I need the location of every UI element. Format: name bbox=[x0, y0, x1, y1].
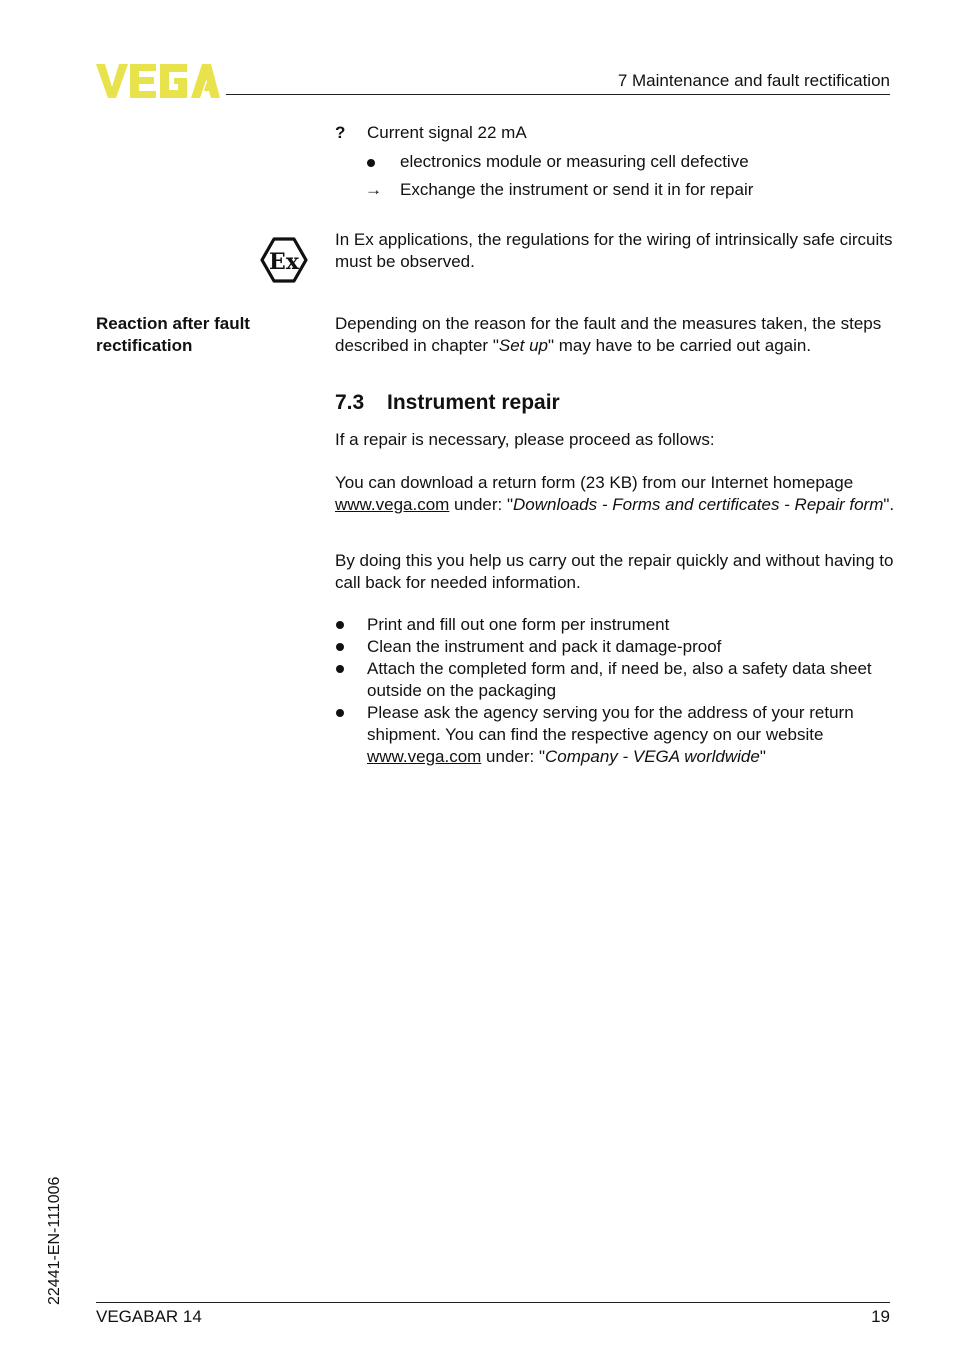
chapter-title: 7 Maintenance and fault rectification bbox=[617, 71, 890, 90]
question-mark: ? bbox=[335, 123, 346, 142]
bullet-icon bbox=[336, 665, 344, 673]
fault-remedy: Exchange the instrument or send it in for repair bbox=[400, 180, 754, 199]
fault-cause: electronics module or measuring cell defective bbox=[400, 152, 749, 171]
ex-note-text: In Ex applications, the regulations for the wiring of intrinsically safe circuits must be observed. bbox=[335, 230, 893, 271]
bullet-icon bbox=[336, 643, 344, 651]
section-heading: 7.3 Instrument repair bbox=[335, 391, 560, 414]
repair-steps-list bbox=[335, 614, 895, 768]
footer-rule bbox=[96, 1302, 890, 1303]
vega-link[interactable]: www.vega.com bbox=[335, 495, 450, 514]
header-rule bbox=[226, 94, 890, 95]
svg-text:Ex: Ex bbox=[269, 249, 299, 275]
ex-explosion-protection-icon bbox=[260, 237, 308, 283]
bullet-icon bbox=[336, 709, 344, 717]
bullet-icon bbox=[336, 621, 344, 629]
arrow-right-icon: → bbox=[365, 180, 382, 199]
list-item: Attach the completed form and, if need be, also a safety data sheet outside on the packaging bbox=[335, 658, 895, 702]
fault-question: Current signal 22 mA bbox=[367, 123, 527, 142]
vega-link[interactable]: www.vega.com bbox=[367, 747, 482, 766]
list-item: Print and fill out one form per instrument bbox=[335, 614, 895, 636]
repair-intro: If a repair is necessary, please proceed as follows: bbox=[335, 430, 715, 449]
page-number: 19 bbox=[871, 1307, 890, 1326]
reaction-paragraph: Depending on the reason for the fault and the measures taken, the steps described in chapter "Set up" may have to be carried out again. bbox=[335, 314, 882, 355]
vega-logo bbox=[96, 64, 220, 98]
side-label-reaction: Reaction after fault rectification bbox=[96, 314, 250, 355]
download-paragraph: You can download a return form (23 KB) from our Internet homepage www.vega.com under: "Downloads - Forms and certificates - Repair form". bbox=[335, 473, 895, 514]
document-code: 22441-EN-111006 bbox=[46, 1176, 63, 1305]
benefit-paragraph: By doing this you help us carry out the repair quickly and without having to call back for needed information. bbox=[335, 551, 894, 592]
list-item: Clean the instrument and pack it damage-proof bbox=[335, 636, 895, 658]
product-name: VEGABAR 14 bbox=[96, 1307, 202, 1326]
list-item: Please ask the agency serving you for the address of your return shipment. You can find the respective agency on our website www.vega.com under: "Company - VEGA worldwide" bbox=[335, 702, 895, 768]
bullet-icon bbox=[367, 151, 375, 173]
